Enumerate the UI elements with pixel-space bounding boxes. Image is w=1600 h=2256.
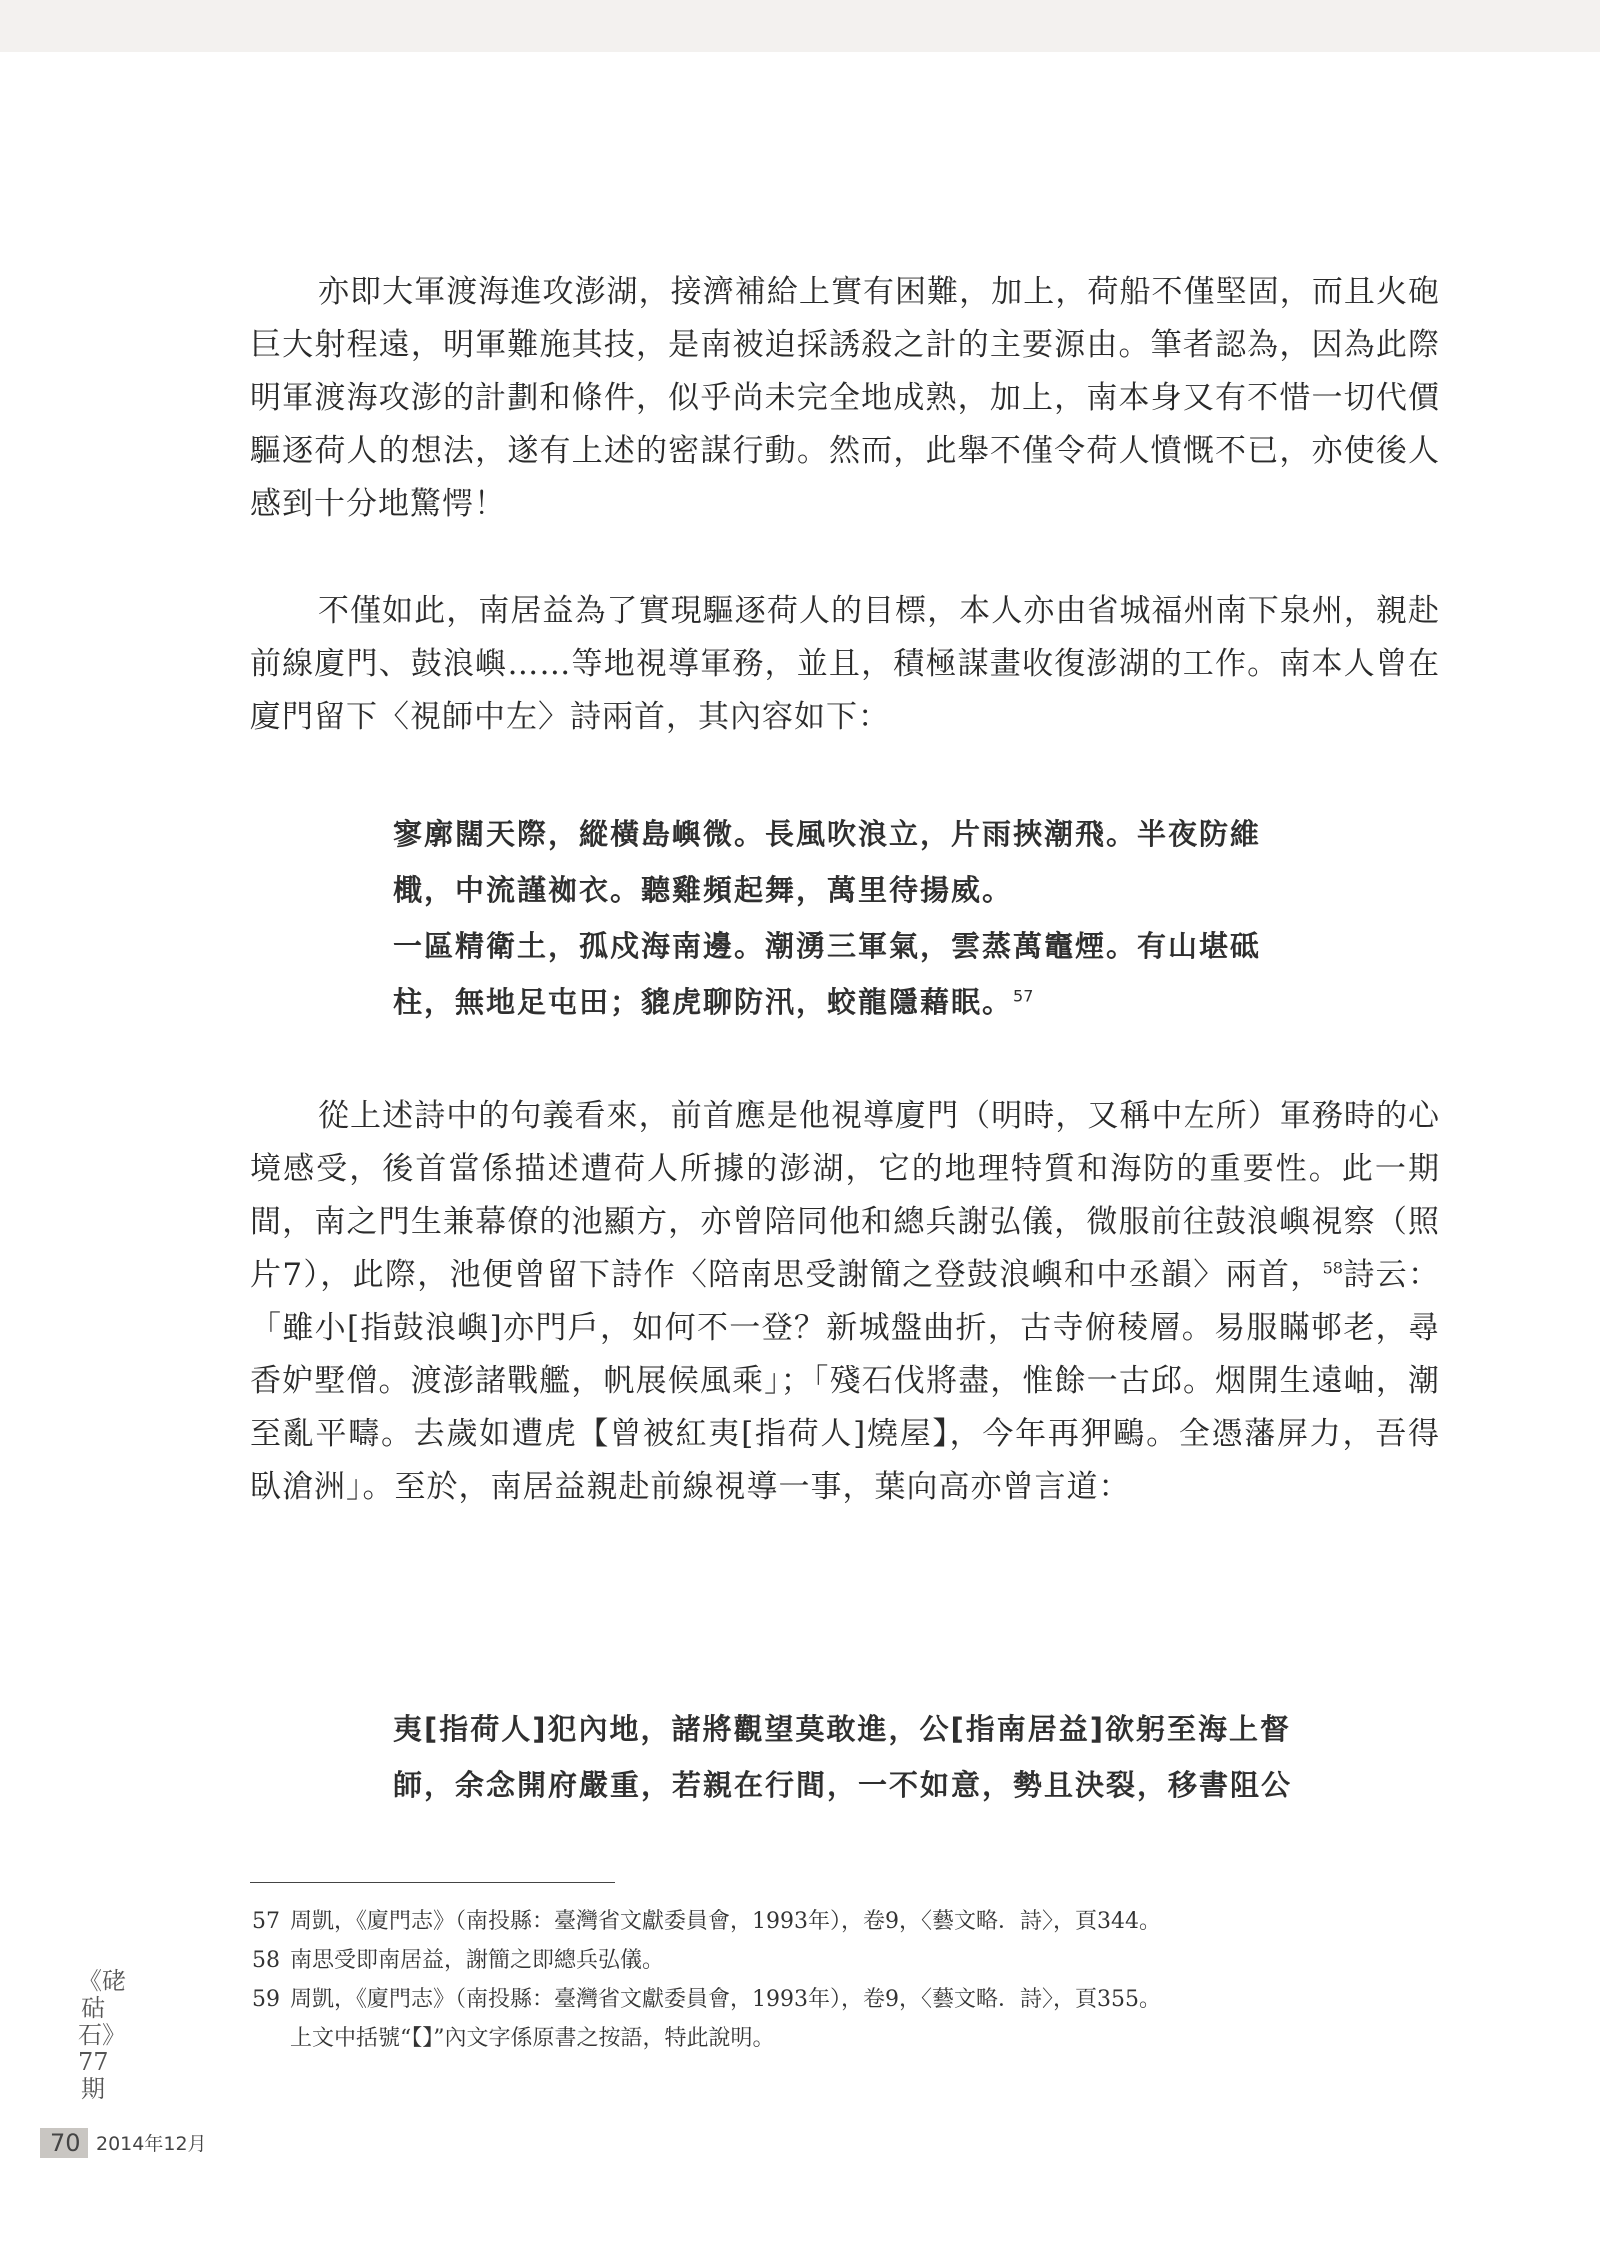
footnote-ref-57: 57	[1013, 986, 1034, 1006]
quote-line-2: 師，余念開府嚴重，若親在行間，一不如意，勢且決裂，移書阻公	[393, 1768, 1293, 1802]
poem-line-4-wrap	[393, 974, 1443, 1030]
journal-title-vertical: 《硓𥑮石》77期	[78, 1967, 126, 2103]
footnote-58	[252, 1941, 1452, 1980]
footnotes-list	[252, 1902, 1452, 2058]
body-paragraph-3-part-b: 詩云：「雖小[指鼓浪嶼]亦門戶，如何不一登？新城盤曲折，古寺俯稜層。易服瞞邨老，尋香妒墅僧。渡澎諸戰艦，帆展候風乘」；「殘石伐將盡，惟餘一古邱。烟開生遠岫，潮至亂平疇。去歲如遭虎【曾被紅夷[指荷人]燒屋】，今年再狎鷗。全憑藩屏力，吾得臥滄洲」。至於，南居益親赴前線視導一事，葉向高亦曾言道：	[250, 1257, 1440, 1505]
footnote-text: 周凱，《廈門志》（南投縣：臺灣省文獻委員會，1993年），卷9，〈藝文略．詩〉，頁355。	[290, 1987, 1161, 2012]
body-paragraph-3-part-a: 從上述詩中的句義看來，前首應是他視導廈門（明時，又稱中左所）軍務時的心境感受，後首當係描述遭荷人所據的澎湖，它的地理特質和海防的重要性。此一期間，南之門生兼幕僚的池顯方，亦曾陪同他和總兵謝弘儀，微服前往鼓浪嶼視察（照片7），此際，池便曾留下詩作〈陪南思受謝簡之登鼓浪嶼和中丞韻〉兩首，	[250, 1098, 1440, 1293]
footnote-number: 59	[252, 1987, 280, 2012]
poem-line-1: 寥廓闊天際，縱橫島嶼微。長風吹浪立，片雨挾潮飛。半夜防維	[393, 817, 1262, 851]
body-paragraph-2: 不僅如此，南居益為了實現驅逐荷人的目標，本人亦由省城福州南下泉州，親赴前線廈門、鼓浪嶼……等地視導軍務，並且，積極謀畫收復澎湖的工作。南本人曾在廈門留下〈視師中左〉詩兩首，其內容如下：	[250, 593, 1440, 735]
page-number: 70	[50, 2129, 81, 2157]
footnote-57	[252, 1902, 1452, 1941]
poem-line-4: 柱，無地足屯田；貔虎聊防汛，蛟龍隱藉眠。	[393, 985, 1014, 1019]
poem-line-2: 檝，中流謹袽衣。聽雞頻起舞，萬里待揚威。	[393, 873, 1014, 907]
footnote-number: 57	[252, 1909, 280, 1934]
body-paragraph-1: 亦即大軍渡海進攻澎湖，接濟補給上實有困難，加上，荷船不僅堅固，而且火砲巨大射程遠，明軍難施其技，是南被迫採誘殺之計的主要源由。筆者認為，因為此際明軍渡海攻澎的計劃和條件，似乎尚未完全地成熟，加上，南本身又有不惜一切代價驅逐荷人的想法，遂有上述的密謀行動。然而，此舉不僅令荷人憤慨不已，亦使後人感到十分地驚愕！	[250, 274, 1440, 522]
body-paragraph-3	[250, 1090, 1440, 1514]
footnote-59	[252, 1980, 1452, 2019]
footnote-number: 58	[252, 1948, 280, 1973]
footnote-text: 周凱，《廈門志》（南投縣：臺灣省文獻委員會，1993年），卷9，〈藝文略．詩〉，頁344。	[290, 1909, 1161, 1934]
poem-block	[393, 806, 1443, 1030]
quote-block-2	[393, 1701, 1443, 1813]
footnote-divider	[250, 1882, 615, 1883]
issue-date: 2014年12月	[96, 2133, 207, 2155]
footnote-text: 南思受即南居益，謝簡之即總兵弘儀。	[290, 1948, 665, 1973]
quote-line-1: 夷[指荷人]犯內地，諸將觀望莫敢進，公[指南居益]欲躬至海上督	[393, 1712, 1292, 1746]
poem-line-3: 一區精衛土，孤戍海南邊。潮湧三軍氣，雲蒸萬竈煙。有山堪砥	[393, 929, 1262, 963]
footnote-ref-58: 58	[1322, 1258, 1343, 1278]
footnote-59-continuation: 上文中括號“【】”內文字係原書之按語，特此說明。	[290, 2026, 775, 2051]
